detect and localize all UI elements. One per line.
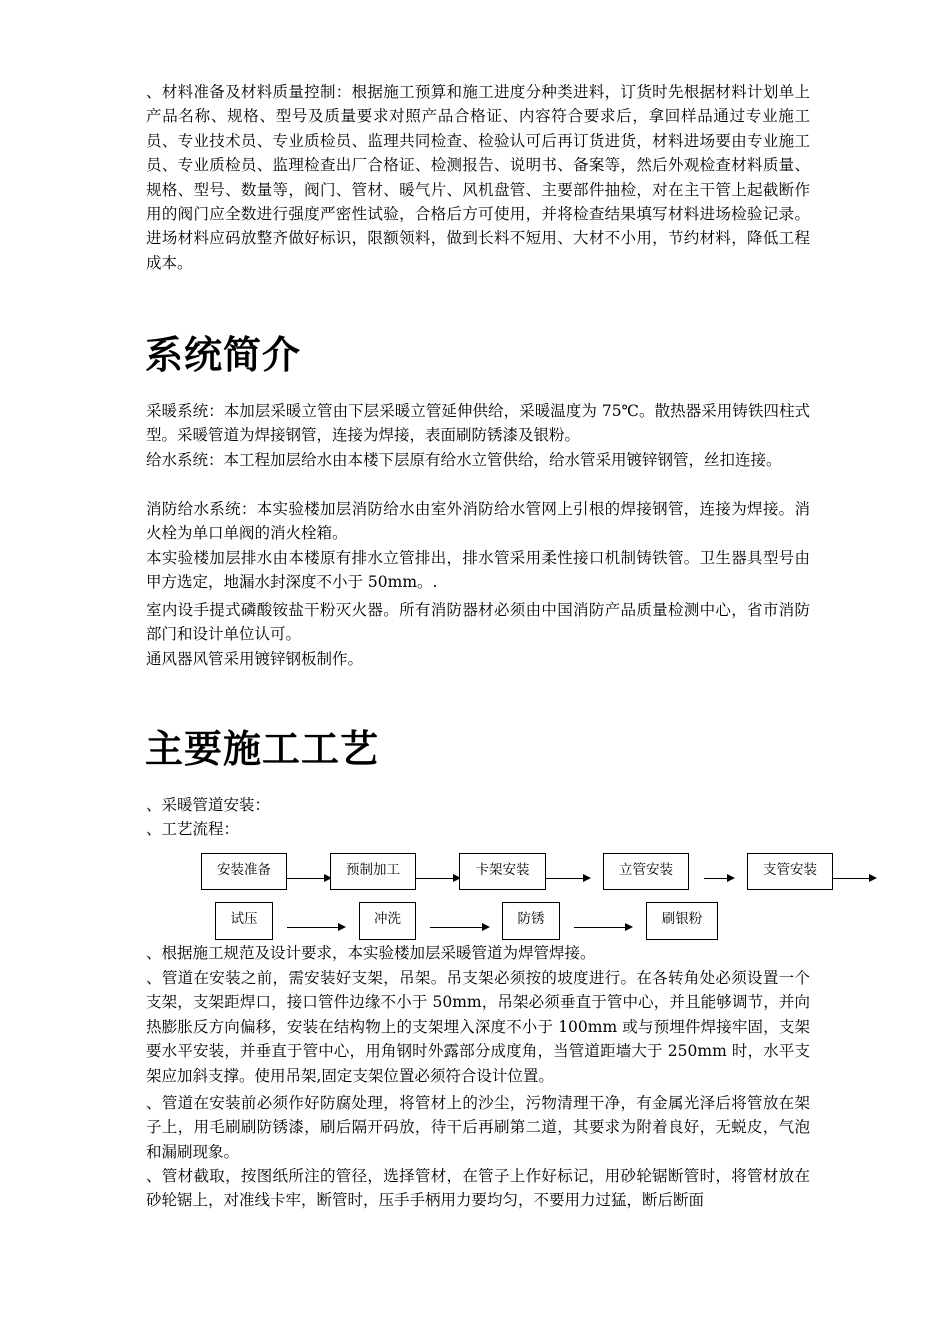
flow-step: 卡架安装 (459, 853, 546, 890)
drainage-paragraph: 本实验楼加层排水由本楼原有排水立管排出，排水管采用柔性接口机制铸铁管。卫生器具型号由甲方选定，地漏水封深度不小于 50mm。. (146, 549, 810, 592)
process-paragraph-3: 、管道在安装前必须作好防腐处理，将管材上的沙尘，污物清理干净，有金属光泽后将管放在架子上，用毛刷刷防锈漆，刷后隔开码放，待干后再刷第二道，其要求为附着良好，无蜕皮，气泡和漏刷现象。 (146, 1094, 810, 1161)
flow-step: 刷银粉 (646, 902, 718, 940)
flow-step: 冲洗 (359, 902, 416, 940)
process-sub1: 、采暖管道安装： (146, 796, 271, 814)
ventilation-paragraph: 通风器风管采用镀锌钢板制作。 (146, 650, 364, 668)
flow-arrow (833, 878, 875, 879)
process-paragraph-4: 、管材截取，按图纸所注的管径，选择管材，在管子上作好标记，用砂轮锯断管时，将管材放在砂轮锯上，对准线卡牢，断管时，压手手柄用力要均匀，不要用力过猛，断后断面 (146, 1167, 810, 1210)
flow-arrow (287, 927, 344, 928)
process-sub2: 、工艺流程： (146, 820, 240, 838)
system-intro-heading: 系统简介 (145, 333, 302, 377)
flow-step: 支管安装 (747, 853, 833, 890)
materials-paragraph: 、材料准备及材料质量控制：根据施工预算和施工进度分种类进料，订货时先根据材料计划单上产品名称、规格、型号及质量要求对照产品合格证、内容符合要求后，拿回样品通过专业施工员、专业技术员、专业质检员、监理共同检查、检验认可后再订货进货，材料进场要由专业施工员、专业质检员、监理检查出厂合格证、检测报告、说明书、备案等，然后外观检查材料质量、规格、型号、数量等，阀门、管材、暖气片、风机盘管、主要部件抽检，对在主干管上起截断作用的阀门应全数进行强度严密性试验，合格后方可使用，并将检查结果填写材料进场检验记录。进场材料应码放整齐做好标识，限额领料，做到长料不短用、大材不小用，节约材料，降低工程成本。 (146, 83, 810, 272)
flow-step: 防锈 (502, 902, 560, 940)
flow-step: 立管安装 (603, 853, 689, 890)
flow-step: 预制加工 (330, 853, 416, 890)
flow-arrow (546, 878, 589, 879)
process-paragraph-2: 、管道在安装之前，需安装好支架，吊架。吊支架必须按的坡度进行。在各转角处必须设置一个支架，支架距焊口，接口管件边缘不小于 50mm，吊架必须垂直于管中心，并且能够调节，并向热膨胀反方向偏移，安装在结构物上的支架埋入深度不小于 100mm 或与预埋件焊接牢固，支架要水平安装，并垂直于管中心，用角钢时外露部分成度角，当管道距墙大于 250mm 时，水平支架应加斜支撑。使用吊架,固定支架位置必须符合设计位置。 (146, 969, 810, 1085)
water-supply-paragraph: 给水系统：本工程加层给水由本楼下层原有给水立管供给，给水管采用镀锌钢管，丝扣连接。 (146, 451, 782, 469)
flow-arrow (416, 878, 459, 879)
flow-arrow (704, 878, 733, 879)
heating-system-paragraph: 采暖系统：本加层采暖立管由下层采暖立管延伸供给，采暖温度为 75℃。散热器采用铸铁四柱式型。采暖管道为焊接钢管，连接为焊接，表面刷防锈漆及银粉。 (146, 402, 810, 445)
flow-step: 试压 (215, 902, 273, 940)
process-heading: 主要施工工艺 (145, 727, 380, 771)
fire-extinguisher-paragraph: 室内设手提式磷酸铵盐干粉灭火器。所有消防器材必须由中国消防产品质量检测中心，省市消防部门和设计单位认可。 (146, 601, 810, 644)
flow-arrow (430, 927, 488, 928)
process-paragraph-1: 、根据施工规范及设计要求，本实验楼加层采暖管道为焊管焊接。 (146, 944, 596, 962)
flow-step: 安装准备 (201, 853, 287, 890)
flow-arrow (287, 878, 330, 879)
flow-arrow (574, 927, 631, 928)
fire-water-paragraph: 消防给水系统：本实验楼加层消防给水由室外消防给水管网上引根的焊接钢管，连接为焊接。消火栓为单口单阀的消火栓箱。 (146, 500, 810, 543)
